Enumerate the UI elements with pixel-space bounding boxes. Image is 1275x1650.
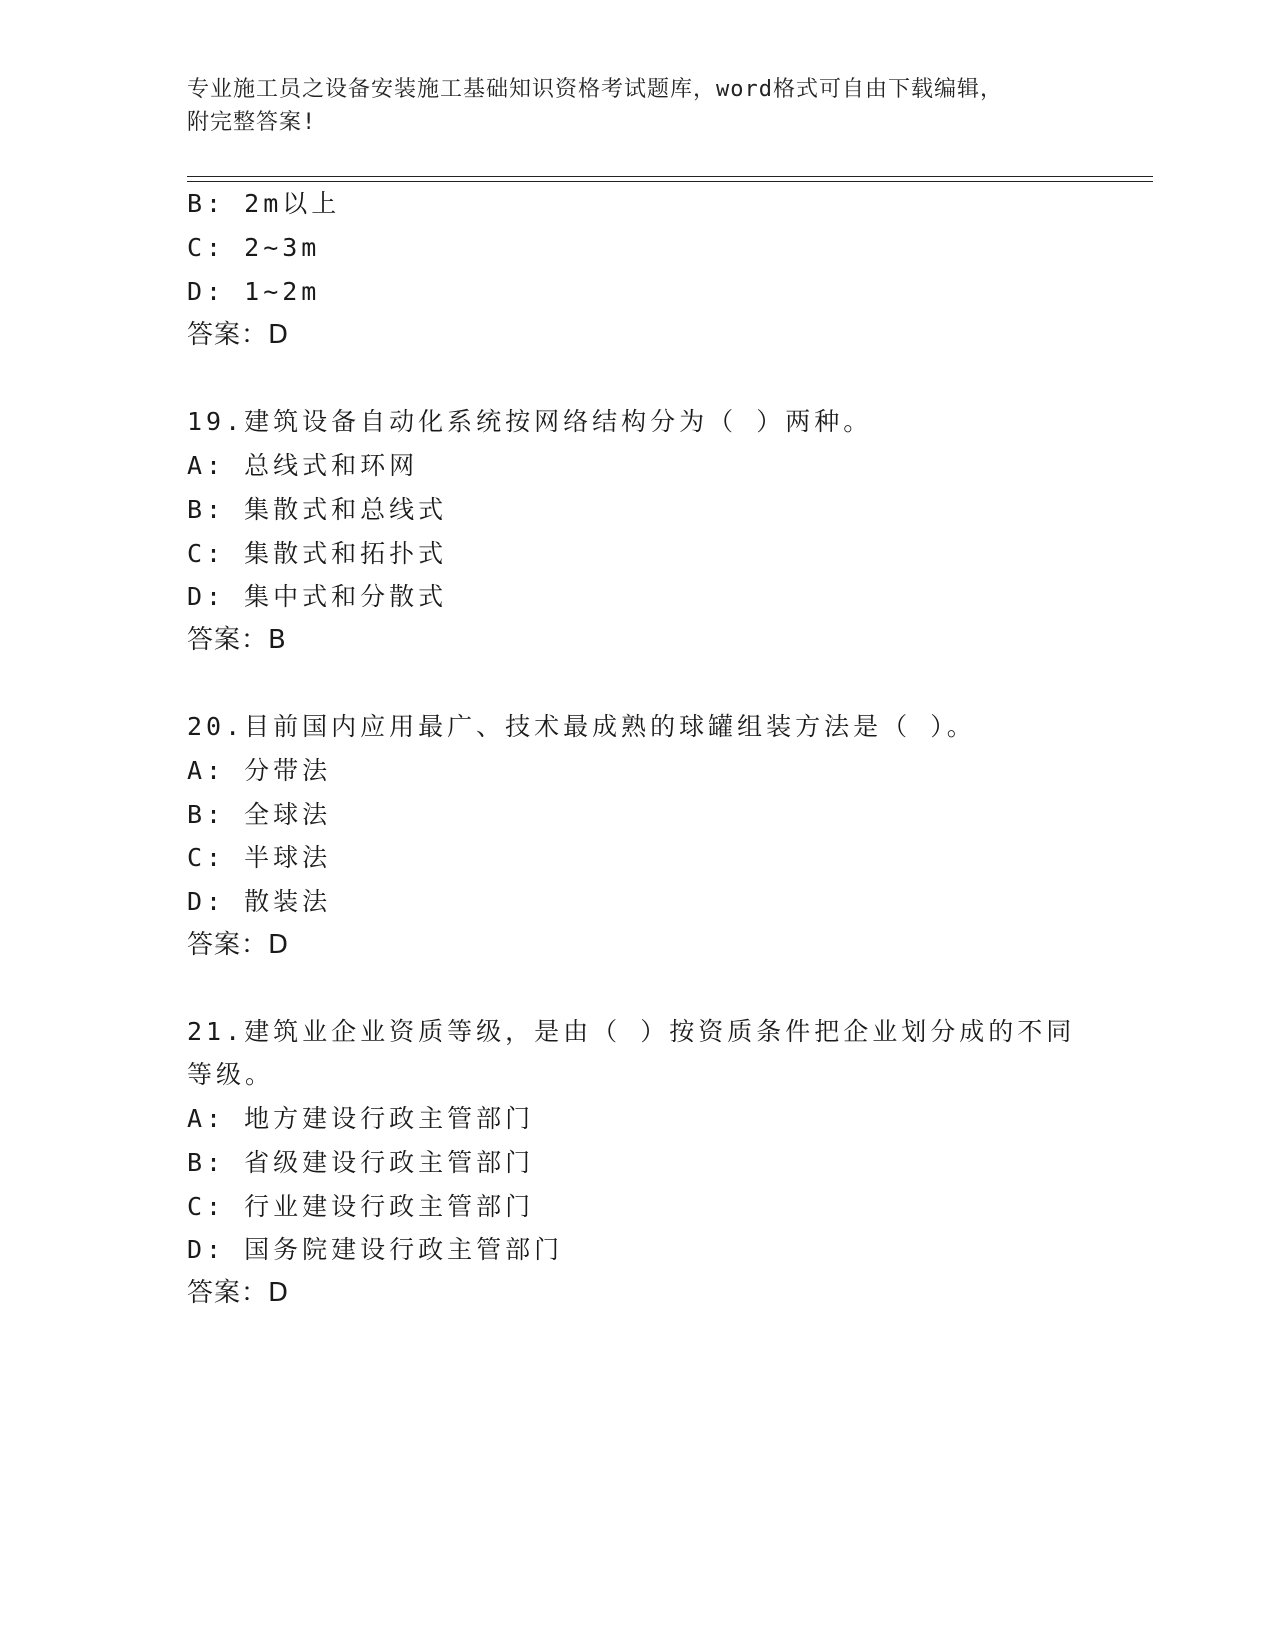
option-d: D: 1~2m: [187, 277, 321, 306]
option-d: D: 散装法: [187, 887, 332, 916]
option-b: B: 全球法: [187, 800, 332, 829]
answer-line: 答案：D: [187, 1278, 290, 1308]
question-stem: 21.建筑业企业资质等级，是由（ ）按资质条件把企业划分成的不同: [187, 1017, 1076, 1046]
question-stem: 20.目前国内应用最广、技术最成熟的球罐组装方法是（ ）。: [187, 712, 976, 741]
option-c: C: 2~3m: [187, 233, 321, 262]
document-header: [187, 73, 1067, 139]
header-divider-bottom: [187, 181, 1153, 182]
question-stem-continued: 等级。: [187, 1060, 275, 1089]
option-b: B: 省级建设行政主管部门: [187, 1148, 535, 1177]
option-a: A: 地方建设行政主管部门: [187, 1104, 535, 1133]
option-c: C: 行业建设行政主管部门: [187, 1192, 535, 1221]
answer-line: 答案：D: [187, 930, 290, 960]
header-line-2: 附完整答案!: [187, 110, 317, 135]
option-c: C: 集散式和拓扑式: [187, 539, 448, 568]
header-divider-top: [187, 176, 1153, 177]
option-c: C: 半球法: [187, 843, 332, 872]
option-a: A: 分带法: [187, 756, 332, 785]
answer-line: 答案：D: [187, 320, 290, 350]
header-line-1: 专业施工员之设备安装施工基础知识资格考试题库，word格式可自由下载编辑，: [187, 77, 1003, 102]
option-a: A: 总线式和环网: [187, 451, 419, 480]
option-b: B: 集散式和总线式: [187, 495, 448, 524]
question-stem: 19.建筑设备自动化系统按网络结构分为（ ）两种。: [187, 407, 873, 436]
option-d: D: 国务院建设行政主管部门: [187, 1235, 564, 1264]
option-b: B: 2m以上: [187, 189, 341, 218]
answer-line: 答案：B: [187, 625, 287, 655]
option-d: D: 集中式和分散式: [187, 582, 448, 611]
